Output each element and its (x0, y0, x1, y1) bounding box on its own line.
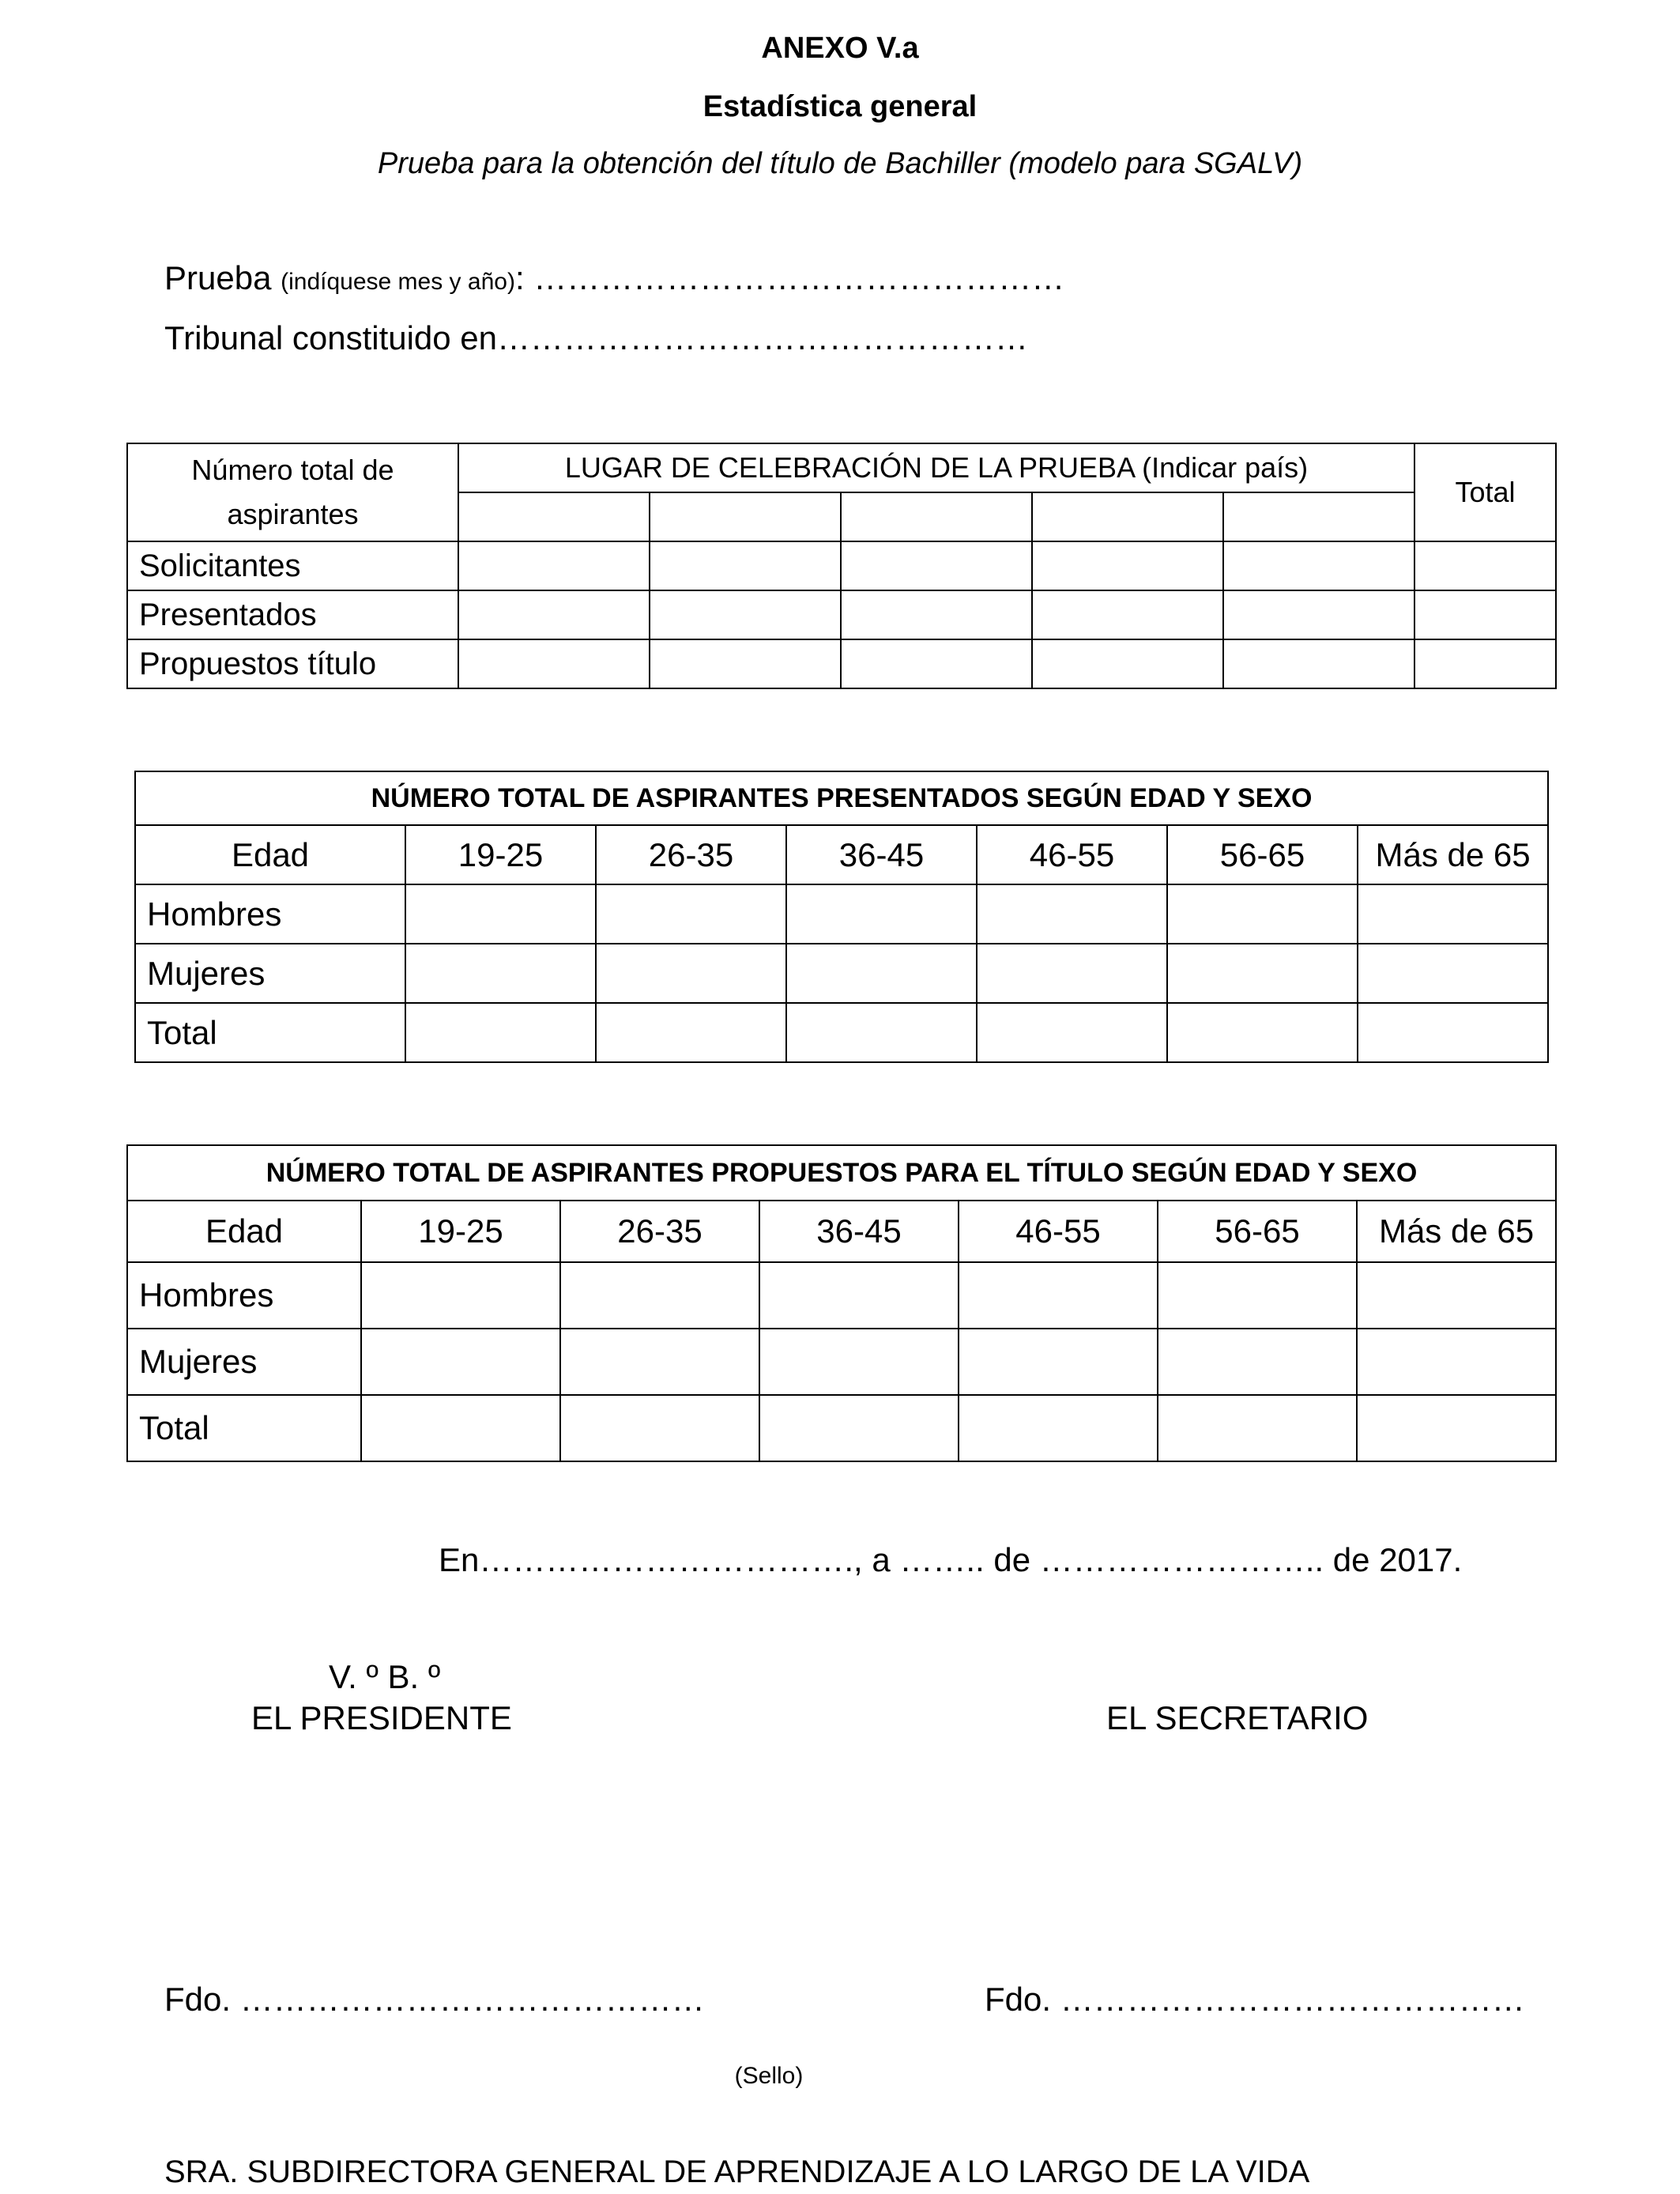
table-cell[interactable] (759, 1395, 959, 1461)
document-title: Estadística general (703, 90, 977, 123)
row-label-hombres: Hombres (127, 1262, 361, 1329)
row-label-hombres: Hombres (135, 884, 405, 944)
table-cell[interactable] (1414, 541, 1556, 590)
table-cell[interactable] (1167, 884, 1358, 944)
table-cell[interactable] (1358, 944, 1548, 1003)
table-cell[interactable] (405, 944, 596, 1003)
location-header: LUGAR DE CELEBRACIÓN DE LA PRUEBA (Indicar país) (458, 443, 1414, 492)
table-cell[interactable] (786, 884, 977, 944)
table-cell[interactable] (977, 944, 1167, 1003)
prueba-label: Prueba (164, 259, 272, 296)
table-cell[interactable] (1414, 639, 1556, 688)
table-row (127, 590, 1556, 639)
table-cell[interactable] (560, 1262, 759, 1329)
presented-by-age-sex-table (134, 771, 1549, 1063)
table-cell[interactable] (959, 1329, 1158, 1395)
table-cell[interactable] (650, 541, 841, 590)
row-label-propuestos: Propuestos título (127, 639, 458, 688)
age-group-over-65: Más de 65 (1357, 1201, 1556, 1262)
row-label-mujeres: Mujeres (135, 944, 405, 1003)
country-input-2[interactable] (650, 492, 841, 541)
table-cell[interactable] (1357, 1262, 1556, 1329)
table-cell[interactable] (1358, 1003, 1548, 1062)
age-group-56-65: 56-65 (1158, 1201, 1357, 1262)
age-group-19-25: 19-25 (361, 1201, 560, 1262)
document-subtitle: Prueba para la obtención del título de Bachiller (modelo para SGALV) (377, 147, 1303, 180)
prueba-colon: : (514, 259, 525, 296)
prueba-field (164, 259, 1064, 297)
addressee: SRA. SUBDIRECTORA GENERAL DE APRENDIZAJE A LO LARGO DE LA VIDA (164, 2154, 1310, 2189)
table-cell[interactable] (1158, 1329, 1357, 1395)
age-label: Edad (127, 1201, 361, 1262)
age-group-36-45: 36-45 (786, 825, 977, 884)
president-signature-line: Fdo. …………………………………… (164, 1981, 705, 2018)
date-line: En……………………………., a …….. de …………………….. de 2017. (439, 1541, 1463, 1578)
table-cell[interactable] (841, 639, 1032, 688)
table-cell[interactable] (560, 1329, 759, 1395)
age-group-46-55: 46-55 (959, 1201, 1158, 1262)
table-cell[interactable] (1358, 884, 1548, 944)
country-input-5[interactable] (1223, 492, 1414, 541)
prueba-hint: (indíquese mes y año) (281, 269, 515, 295)
table-row (127, 541, 1556, 590)
prueba-dotted-line: ………………………………………… (533, 259, 1065, 296)
table-row (135, 944, 1548, 1003)
table-cell[interactable] (1414, 590, 1556, 639)
annex-heading: ANEXO V.a (761, 32, 919, 65)
row-label-presentados: Presentados (127, 590, 458, 639)
table-cell[interactable] (458, 590, 650, 639)
table-cell[interactable] (1223, 639, 1414, 688)
table-cell[interactable] (361, 1395, 560, 1461)
table-row (135, 884, 1548, 944)
table-row (127, 1262, 1556, 1329)
table-title: NÚMERO TOTAL DE ASPIRANTES PROPUESTOS PARA EL TÍTULO SEGÚN EDAD Y SEXO (127, 1145, 1556, 1201)
tribunal-field (164, 319, 1028, 357)
president-label: EL PRESIDENTE (251, 1699, 512, 1736)
country-input-4[interactable] (1032, 492, 1223, 541)
age-group-19-25: 19-25 (405, 825, 596, 884)
table-cell[interactable] (596, 884, 786, 944)
table-cell[interactable] (1223, 590, 1414, 639)
row-label-total: Total (135, 1003, 405, 1062)
table-cell[interactable] (650, 639, 841, 688)
table-cell[interactable] (1158, 1262, 1357, 1329)
row-label-total: Total (127, 1395, 361, 1461)
table-cell[interactable] (977, 1003, 1167, 1062)
table-cell[interactable] (1032, 639, 1223, 688)
table-cell[interactable] (458, 639, 650, 688)
country-input-1[interactable] (458, 492, 650, 541)
table-cell[interactable] (786, 944, 977, 1003)
total-header: Total (1414, 443, 1556, 541)
table-row (135, 1003, 1548, 1062)
table-cell[interactable] (361, 1329, 560, 1395)
applicants-by-location-table (126, 443, 1557, 689)
table-cell[interactable] (361, 1262, 560, 1329)
table-cell[interactable] (1167, 944, 1358, 1003)
age-group-46-55: 46-55 (977, 825, 1167, 884)
proposed-by-age-sex-table (126, 1144, 1557, 1462)
table-cell[interactable] (759, 1329, 959, 1395)
tribunal-label: Tribunal constituido en (164, 319, 498, 356)
table-cell[interactable] (458, 541, 650, 590)
table-cell[interactable] (596, 1003, 786, 1062)
table-cell[interactable] (786, 1003, 977, 1062)
age-group-over-65: Más de 65 (1358, 825, 1548, 884)
vobo-label: V. º B. º (329, 1658, 441, 1695)
age-label: Edad (135, 825, 405, 884)
tribunal-dotted-line: ………………………………………… (497, 319, 1029, 356)
table-cell[interactable] (560, 1395, 759, 1461)
table-cell[interactable] (1357, 1329, 1556, 1395)
table-title: NÚMERO TOTAL DE ASPIRANTES PRESENTADOS SEGÚN EDAD Y SEXO (135, 771, 1548, 825)
table-cell[interactable] (1032, 590, 1223, 639)
table-cell[interactable] (959, 1262, 1158, 1329)
table-cell[interactable] (1223, 541, 1414, 590)
table-cell[interactable] (405, 884, 596, 944)
table-cell[interactable] (841, 541, 1032, 590)
row-label-mujeres: Mujeres (127, 1329, 361, 1395)
secretary-label: EL SECRETARIO (1106, 1699, 1369, 1736)
table-cell[interactable] (1158, 1395, 1357, 1461)
table-cell[interactable] (1167, 1003, 1358, 1062)
table-cell[interactable] (1357, 1395, 1556, 1461)
secretary-signature-line: Fdo. …………………………………… (985, 1981, 1525, 2018)
total-applicants-header: Número total de aspirantes (127, 443, 458, 541)
age-group-56-65: 56-65 (1167, 825, 1358, 884)
table-row (127, 639, 1556, 688)
age-group-26-35: 26-35 (596, 825, 786, 884)
age-group-36-45: 36-45 (759, 1201, 959, 1262)
row-label-solicitantes: Solicitantes (127, 541, 458, 590)
table-cell[interactable] (405, 1003, 596, 1062)
table-cell[interactable] (1032, 541, 1223, 590)
table-cell[interactable] (841, 590, 1032, 639)
age-group-26-35: 26-35 (560, 1201, 759, 1262)
seal-label: (Sello) (734, 2063, 804, 2089)
country-input-3[interactable] (841, 492, 1032, 541)
table-row (127, 1329, 1556, 1395)
table-row (127, 1395, 1556, 1461)
table-cell[interactable] (759, 1262, 959, 1329)
table-cell[interactable] (959, 1395, 1158, 1461)
table-cell[interactable] (977, 884, 1167, 944)
table-cell[interactable] (596, 944, 786, 1003)
table-cell[interactable] (650, 590, 841, 639)
